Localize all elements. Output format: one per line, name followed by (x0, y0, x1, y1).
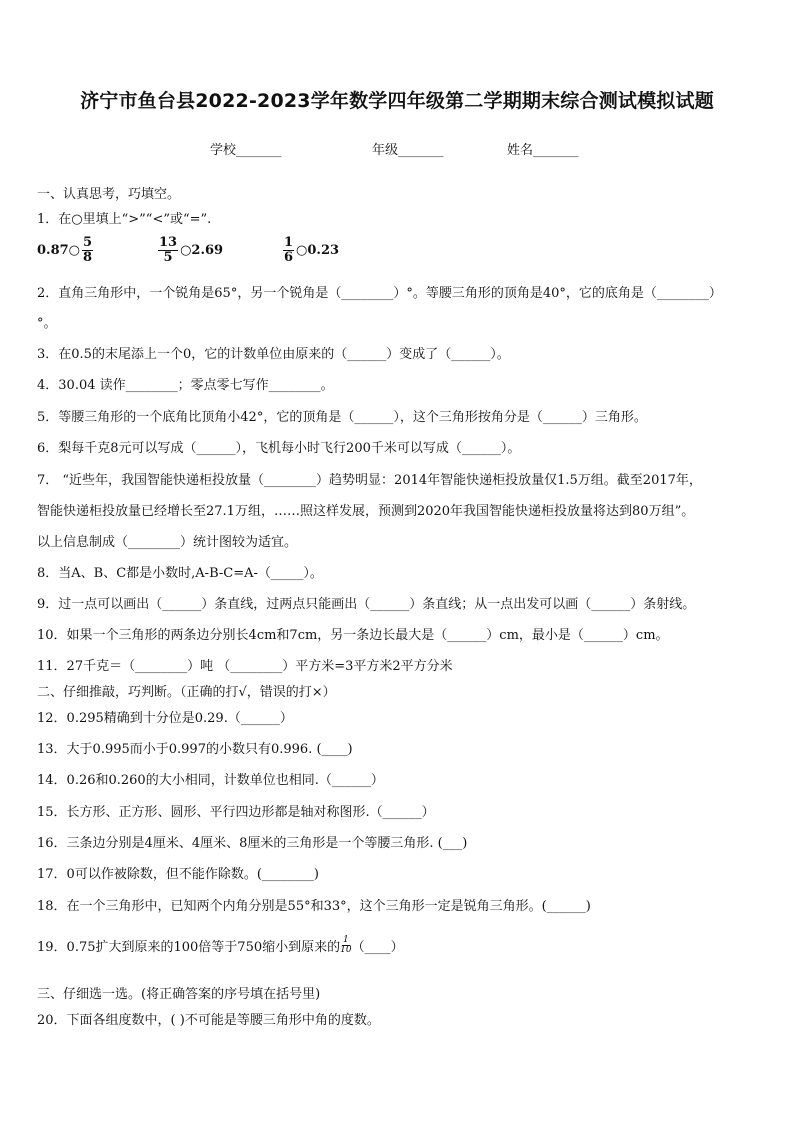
question-7-line-3: 以上信息制成（________）统计图较为适宜。 (37, 535, 298, 550)
question-2: 2．直角三角形中，一个锐角是65°，另一个锐角是（________）°。等腰三角形的顶角是40°，它的底角是（________） (37, 286, 722, 301)
name-field: 姓名_______ (507, 143, 579, 158)
question-8: 8．当A、B、C都是小数时,A-B-C=A-（_____）。 (37, 566, 323, 581)
question-3: 3．在0.5的末尾添上一个0，它的计数单位由原来的（______）变成了（______）。 (37, 347, 510, 362)
page-title: 济宁市鱼台县2022-2023学年数学四年级第二学期期末综合测试模拟试题 (80, 90, 714, 112)
fraction-denominator: 10 (340, 945, 352, 955)
q1-a-left: 0.87○ (37, 242, 81, 258)
question-15: 15．长方形、正方形、圆形、平行四边形都是轴对称图形.（______） (37, 805, 435, 820)
section-3-heading: 三、仔细选一选。(将正确答案的序号填在括号里) (37, 987, 321, 1002)
q1-item-b (158, 236, 223, 264)
fraction (283, 236, 294, 264)
question-11: 11．27千克＝（________）吨 （________）平方米=3平方米2平方分米 (37, 659, 453, 674)
fraction (82, 236, 93, 264)
question-16: 16．三条边分别是4厘米、4厘米、8厘米的三角形是一个等腰三角形. (___) (37, 836, 468, 851)
question-19 (37, 936, 404, 955)
fraction-denominator: 5 (163, 249, 173, 265)
question-10: 10．如果一个三角形的两条边分别长4cm和7cm，另一条边长最大是（______）cm，最小是（______）cm。 (37, 628, 669, 643)
question-12: 12．0.295精确到十分位是0.29.（______） (37, 711, 293, 726)
question-6: 6．梨每千克8元可以写成（______），飞机每小时飞行200千米可以写成（______）。 (37, 441, 521, 456)
question-20: 20．下面各组度数中，( )不可能是等腰三角形中角的度数。 (37, 1013, 380, 1028)
section-2-heading: 二、仔细推敲，巧判断。（正确的打√，错误的打×） (37, 685, 336, 700)
grade-field: 年级_______ (372, 143, 444, 158)
question-7-line-1: 7． “近些年，我国智能快递柜投放量（________）趋势明显：2014年智能快递柜投放量仅1.5万组。截至2017年， (37, 473, 702, 488)
q1-item-a (37, 236, 93, 264)
q1-c-right: ○0.23 (296, 242, 340, 258)
q1-b-right: ○2.69 (180, 242, 224, 258)
question-7-line-2: 智能快递柜投放量已经增长至27.1万组，……照这样发展，预测到2020年我国智能快递柜投放量将达到80万组”。 (37, 504, 695, 519)
fraction-numerator: 5 (83, 235, 93, 250)
fraction-numerator: 1 (342, 935, 349, 945)
question-14: 14．0.26和0.260的大小相同，计数单位也相同.（______） (37, 773, 384, 788)
question-2-continued: °。 (37, 316, 57, 331)
fraction-numerator: 1 (284, 235, 294, 250)
fraction (158, 236, 178, 264)
question-4: 4．30.04 读作________；零点零七写作________。 (37, 378, 334, 393)
fraction (340, 936, 351, 955)
q1-item-c (283, 236, 339, 264)
question-5: 5．等腰三角形的一个底角比顶角小42°，它的顶角是（______），这个三角形按角分是（______）三角形。 (37, 410, 647, 425)
section-1-heading: 一、认真思考，巧填空。 (37, 187, 181, 202)
question-18: 18．在一个三角形中，已知两个内角分别是55°和33°，这个三角形一定是锐角三角形。(______) (37, 899, 591, 914)
question-19-text: 19．0.75扩大到原来的100倍等于750缩小到原来的 (37, 940, 341, 955)
school-field: 学校_______ (210, 143, 282, 158)
fraction-numerator: 13 (159, 235, 178, 250)
question-13: 13．大于0.995而小于0.997的小数只有0.996. (____) (37, 742, 353, 757)
question-9: 9．过一点可以画出（______）条直线，过两点只能画出（______）条直线；从一点出发可以画（______）条射线。 (37, 597, 696, 612)
question-19-tail: （____） (351, 940, 404, 955)
fraction-denominator: 6 (284, 249, 294, 265)
question-1: 1．在○里填上“>”“<”或“=”. (37, 212, 212, 227)
question-17: 17．0可以作被除数，但不能作除数。(________) (37, 867, 319, 882)
fraction-denominator: 8 (83, 249, 93, 265)
